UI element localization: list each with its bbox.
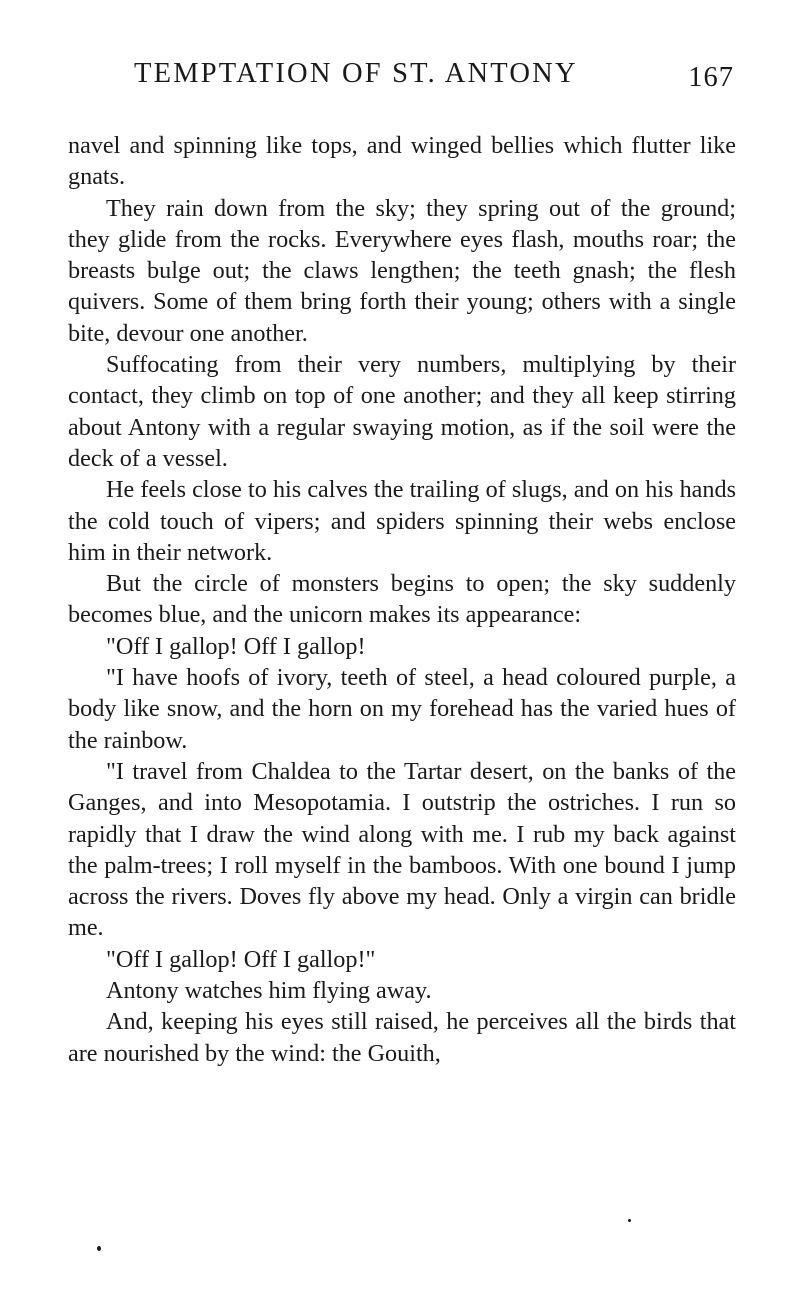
running-title: TEMPTATION OF ST. ANTONY (134, 58, 578, 89)
stray-ink-mark (628, 1219, 631, 1222)
paragraph: "Off I gallop! Off I gallop! (106, 632, 366, 660)
running-head (68, 56, 736, 100)
paragraph: navel and spinning like tops, and winged bellies which flutter like gnats. (68, 132, 736, 191)
paragraph: Antony watches him flying away. (106, 977, 432, 1005)
paragraph: Suffocating from their very numbers, multiplying by their contact, they climb on top of one another; and they all keep stirring about Antony with a regular swaying motion, as if the soil were the deck of a vessel. (68, 351, 736, 472)
paragraph: But the circle of monsters begins to open; the sky suddenly becomes blue, and the unicorn makes its appearance: (68, 570, 736, 629)
paragraph: "Off I gallop! Off I gallop!" (106, 945, 376, 973)
paragraph: And, keeping his eyes still raised, he perceives all the birds that are nourished by the wind: the Gouith, (68, 1008, 736, 1067)
stray-ink-mark (97, 1246, 101, 1251)
paragraph: "I travel from Chaldea to the Tartar desert, on the banks of the Ganges, and into Mesopotamia. I outstrip the ostriches. I run so rapidly that I draw the wind along with me. I rub my back against the palm-trees; I roll myself in the bamboos. With one bound I jump across the rivers. Doves fly above my head. Only a virgin can bridle me. (68, 757, 736, 942)
page-number: 167 (688, 62, 734, 93)
body-text (68, 130, 736, 1069)
book-page (68, 56, 736, 1069)
paragraph: He feels close to his calves the trailing of slugs, and on his hands the cold touch of vipers; and spiders spinning their webs enclose him in their network. (68, 476, 736, 566)
paragraph: They rain down from the sky; they spring out of the ground; they glide from the rocks. Everywhere eyes flash, mouths roar; the breasts bulge out; the claws lengthen; the teeth gnash; the flesh quivers. Some of them bring forth their young; others with a single bite, devour one another. (68, 194, 736, 347)
paragraph: "I have hoofs of ivory, teeth of steel, a head coloured purple, a body like snow, and the horn on my forehead has the varied hues of the rainbow. (68, 664, 736, 754)
